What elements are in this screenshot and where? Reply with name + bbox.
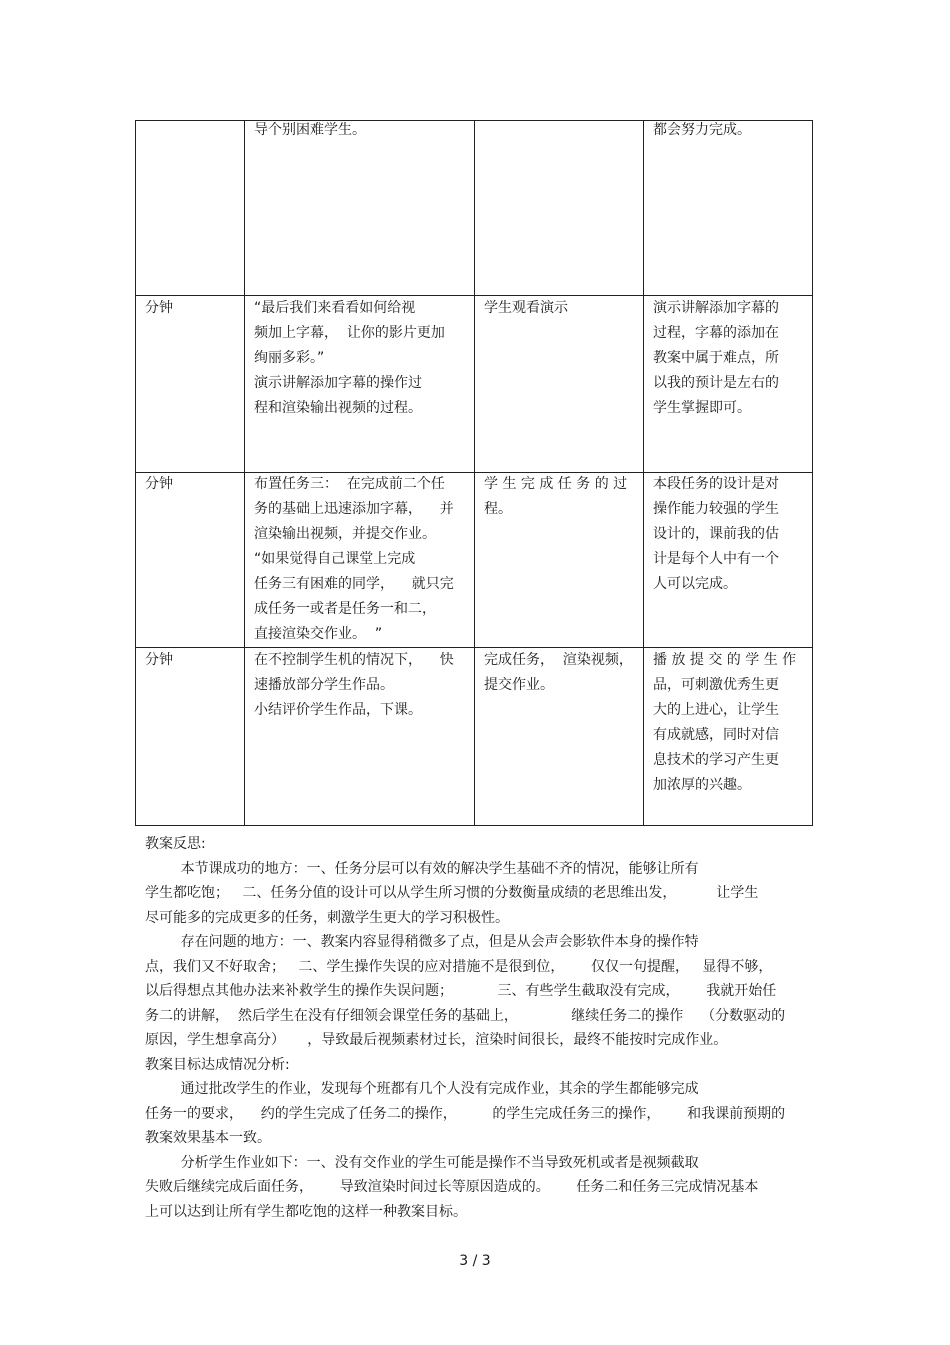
paragraph-line: 原因，学生想拿高分） ，导致最后视频素材过长，渲染时间很长，最终不能按时完成作业。 [145,1032,728,1048]
teacher-line: 直接渲染交作业。 ” [254,626,383,642]
paragraph-line: 教案效果基本一致。 [145,1130,271,1146]
table-col-divider [643,120,644,826]
lesson-plan-table [135,120,813,825]
paragraph-line: 失败后继续完成后面任务， 导致渲染时间过长等原因造成的。 任务二和任务三完成情况基本 [145,1179,759,1195]
note-line: 操作能力较强的学生 [653,501,779,517]
student-activity-cell [484,472,636,522]
teacher-line: 在不控制学生机的情况下， 快 [254,652,454,668]
note-line: 以我的预计是左右的 [653,375,779,391]
teacher-line: “最后我们来看看如何给视 [254,300,416,316]
paragraph-line: 存在问题的地方：一、教案内容显得稍微多了点，但是从会声会影软件本身的操作特 [145,934,699,950]
teacher-activity-cell [254,648,469,723]
time-cell [145,648,173,673]
teacher-line: 务的基础上迅速添加字幕， 并 [254,501,454,517]
paragraph-line: 尽可能多的完成更多的任务，刺激学生更大的学习积极性。 [145,909,509,926]
teacher-line: 渲染输出视频，并提交作业。 [254,526,436,542]
note-line: 都会努力完成。 [653,122,751,138]
teacher-activity-cell [254,472,469,647]
teacher-line: 频加上字幕， 让你的影片更加 [254,325,445,341]
teacher-line: 演示讲解添加字幕的操作过 [254,375,422,391]
design-note-cell [653,118,808,143]
note-line: 品，可刺激优秀生更 [653,677,779,693]
note-line: 教案中属于难点，所 [653,350,779,366]
paragraph-line: 务二的讲解， 然后学生在没有仔细领会课堂任务的基础上， 继续任务二的操作 （分数驱动的 [145,1007,786,1024]
table-col-divider [244,120,245,826]
teacher-line: 绚丽多彩。” [254,350,325,366]
paragraph-line: 任务一的要求， 约的学生完成了任务二的操作， 的学生完成任务三的操作， 和我课前预期的 [145,1105,786,1122]
design-note-cell [653,648,808,798]
teacher-line: 成任务一或者是任务一和二， [254,601,436,617]
teacher-activity-cell [254,296,469,421]
section-heading: 教案反思: [145,836,206,852]
time-cell [145,296,173,321]
student-line: 提交作业。 [484,677,554,693]
time-cell [145,472,173,497]
page-number: 3 / 3 [459,1253,491,1269]
note-line: 息技术的学习产生更 [653,752,779,768]
design-note-cell [653,472,808,597]
paragraph-line: 本节课成功的地方：一、任务分层可以有效的解决学生基础不齐的情况，能够让所有 [145,860,699,877]
teacher-line: 速播放部分学生作品。 [254,677,394,693]
note-line: 人可以完成。 [653,576,737,592]
teacher-line: 布置任务三： 在完成前二个任 [254,476,445,492]
section-heading: 教案目标达成情况分析: [145,1056,290,1073]
note-line: 有成就感，同时对信 [653,727,779,743]
note-line: 过程，字幕的添加在 [653,325,779,341]
note-line: 大的上进心，让学生 [653,702,779,718]
paragraph-line: 点，我们又不好取舍； 二、学生操作失误的应对措施不是很到位， 仅仅一句提醒， 显得不够， [145,958,773,975]
table-border-right [812,120,813,826]
paragraph-line: 学生都吃饱； 二、任务分值的设计可以从学生所习惯的分数衡量成绩的老思维出发， 让学生 [145,885,759,901]
student-line: 完成任务， 渲染视频， [484,652,633,668]
student-line: 程。 [484,501,512,517]
teacher-line: “如果觉得自己课堂上完成 [254,551,416,567]
table-col-divider [474,120,475,826]
reflection-section [145,832,815,1224]
student-activity-cell [484,296,636,321]
time-text: 分钟 [145,652,173,668]
time-text: 分钟 [145,476,173,492]
note-line: 播 放 提 交 的 学 生 作 [653,652,797,668]
note-line: 设计的，课前我的估 [653,526,779,542]
student-line: 学 生 完 成 任 务 的 过 [484,476,628,492]
paragraph-line: 上可以达到让所有学生都吃饱的这样一种教案目标。 [145,1203,467,1220]
note-line: 加浓厚的兴趣。 [653,777,751,793]
design-note-cell [653,296,808,421]
teacher-line: 导个别困难学生。 [254,122,366,138]
time-text: 分钟 [145,300,173,316]
teacher-line: 程和渲染输出视频的过程。 [254,400,422,416]
student-line: 学生观看演示 [484,300,568,316]
teacher-line: 小结评价学生作品，下课。 [254,702,422,718]
teacher-line: 任务三有困难的同学， 就只完 [254,576,454,592]
note-line: 学生掌握即可。 [653,400,751,416]
teacher-activity-cell [254,118,469,143]
note-line: 演示讲解添加字幕的 [653,300,779,316]
paragraph-line: 分析学生作业如下：一、没有交作业的学生可能是操作不当导致死机或者是视频截取 [145,1154,699,1171]
paragraph-line: 通过批改学生的作业，发现每个班都有几个人没有完成作业，其余的学生都能够完成 [145,1081,699,1097]
note-line: 本段任务的设计是对 [653,476,779,492]
note-line: 计是每个人中有一个 [653,551,779,567]
student-activity-cell [484,648,636,698]
paragraph-line: 以后得想点其他办法来补救学生的操作失误问题； 三、有些学生截取没有完成， 我就开始任 [145,983,777,999]
table-border-left [135,120,136,826]
